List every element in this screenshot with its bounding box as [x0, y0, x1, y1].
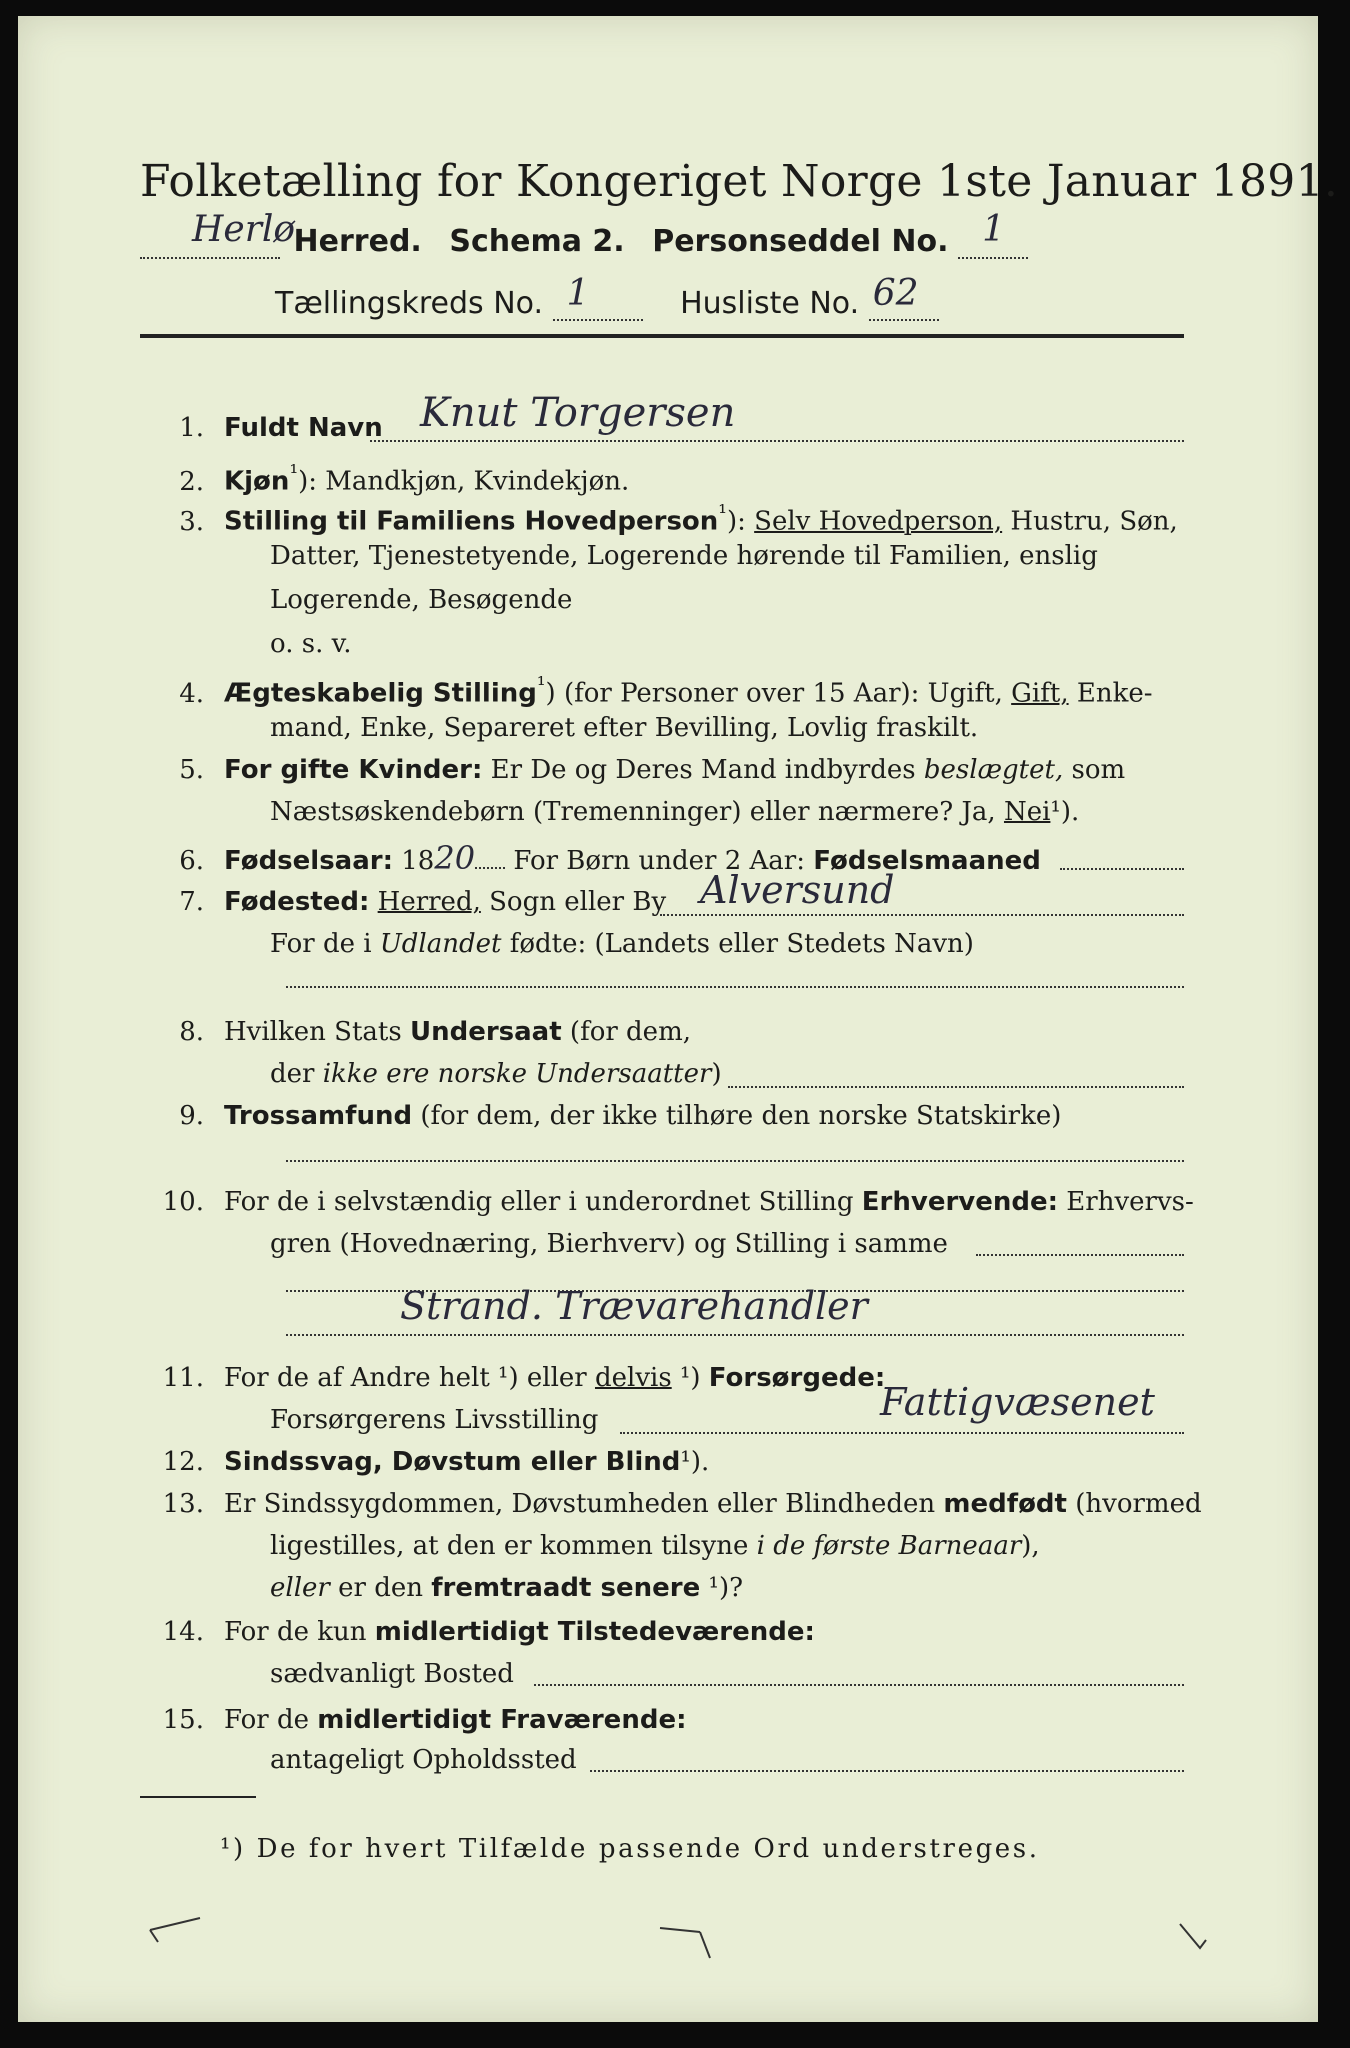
q15-text: For de [224, 1705, 318, 1735]
q13-line3-text: er den [329, 1573, 432, 1603]
q11-fill-line [620, 1432, 1184, 1434]
q8-fill-line [728, 1086, 1184, 1088]
q6-year-value: 20 [434, 839, 476, 877]
question-7 [140, 880, 666, 924]
question-5 [140, 748, 1125, 792]
q3-text: ): [726, 506, 746, 537]
q5-number: 5. [179, 755, 204, 785]
q5-after: som [1063, 755, 1126, 785]
q4-after: Enke- [1068, 678, 1153, 709]
question-14 [140, 1610, 815, 1654]
question-13 [140, 1482, 1202, 1526]
q1-value: Knut Torgersen [420, 390, 736, 436]
q12-label: Sindssvag, Døvstum eller Blind [224, 1447, 681, 1477]
q7-number: 7. [179, 887, 204, 917]
q13-line3 [270, 1566, 743, 1610]
q2-sup: ¹ [289, 461, 299, 486]
header-rule [140, 334, 1184, 338]
q13-line2-italic: i de første Barneaar [756, 1531, 1022, 1561]
q10-line2: gren (Hovednæring, Bierhverv) og Stilling i samme [270, 1229, 948, 1259]
q5-line2-text: Næstsøskendebørn (Tremenninger) eller nærmere? Ja, [270, 797, 996, 827]
q15-number: 15. [162, 1705, 204, 1735]
q5-italic: beslægtet, [923, 755, 1064, 785]
q10-number: 10. [162, 1187, 204, 1217]
q6-year-prefix: 18 [401, 846, 435, 876]
q1-label: Fuldt Navn [224, 413, 383, 443]
q12-number: 12. [162, 1447, 204, 1477]
q13-line3-end: ¹)? [700, 1573, 744, 1603]
q3-number: 3. [179, 506, 204, 537]
q14-text: For de kun [224, 1617, 375, 1647]
q13-line2 [270, 1524, 1040, 1568]
q3-sup: ¹ [718, 501, 727, 526]
question-6 [140, 836, 1041, 883]
q3-after: Hustru, Søn, [1002, 506, 1178, 537]
q5-label: For gifte Kvinder: [224, 755, 483, 785]
q10-value: Strand. Trævarehandler [400, 1284, 868, 1328]
q13-line3-italic: eller [270, 1573, 330, 1603]
q10-after: Erhvervs- [1058, 1187, 1194, 1217]
q11-line2: Forsørgerens Livsstilling [270, 1405, 599, 1435]
q5-line2 [270, 790, 1079, 834]
q10-text: For de i selvstændig eller i underordnet Stilling [224, 1187, 862, 1217]
q11-number: 11. [162, 1363, 204, 1393]
q7-text: Sogn eller By [480, 887, 667, 917]
kreds-value: 1 [566, 273, 590, 314]
q10-extra-line-2 [286, 1334, 1184, 1336]
q8-after: (for dem, [561, 1017, 691, 1047]
schema-label: Schema 2. [449, 224, 625, 259]
q14-label: midlertidigt Tilstedeværende: [374, 1617, 815, 1647]
q7-line2 [270, 922, 974, 966]
husliste-label: Husliste No. [680, 286, 860, 321]
q4-number: 4. [179, 678, 204, 709]
q8-text: Hvilken Stats [224, 1017, 410, 1047]
q11-value: Fattigvæsenet [880, 1380, 1155, 1424]
footnote: ¹) De for hvert Tilfælde passende Ord understreges. [220, 1834, 1040, 1864]
husliste-value: 62 [872, 273, 919, 314]
q11-label: Forsørgede: [708, 1363, 886, 1393]
q7-label: Fødested: [224, 887, 370, 917]
q14-line2: sædvanligt Bosted [270, 1659, 514, 1689]
q1-fill-line [370, 440, 1184, 442]
q3-line4: o. s. v. [270, 629, 352, 659]
q8-number: 8. [179, 1017, 204, 1047]
q6-fill-line [1060, 868, 1184, 870]
q8-line2-text: der [270, 1059, 323, 1089]
q2-number: 2. [179, 466, 204, 497]
q9-number: 9. [179, 1101, 204, 1131]
herred-value: Herlø [192, 209, 296, 250]
q6-number: 6. [179, 846, 204, 876]
kreds-line [275, 273, 939, 321]
q3-selected: Selv Hovedperson, [754, 506, 1003, 537]
q2-label: Kjøn [224, 466, 290, 497]
q15-line2: antageligt Opholdssted [270, 1745, 577, 1775]
question-9 [140, 1094, 1061, 1138]
question-10 [140, 1180, 1194, 1224]
q6-text: For Børn under 2 Aar: [513, 846, 805, 876]
q13-text: Er Sindssygdommen, Døvstumheden eller Blindheden [224, 1489, 944, 1519]
q6-label2: Fødselsmaaned [813, 846, 1041, 876]
q15-label: midlertidigt Fraværende: [317, 1705, 687, 1735]
q13-after: (hvormed [1066, 1489, 1202, 1519]
q4-label: Ægteskabelig Stilling [224, 678, 537, 709]
q4-sup: ¹ [536, 673, 546, 698]
q8-line2-end: ) [711, 1059, 722, 1089]
q6-label: Fødselsaar: [224, 846, 393, 876]
question-8 [140, 1010, 691, 1054]
q5-selected: Nei [1003, 797, 1051, 827]
q4-text: ) (for Personer over 15 Aar): Ugift, [545, 678, 1003, 709]
q5-line2-end: ¹). [1050, 797, 1080, 827]
q3-label: Stilling til Familiens Hovedperson [224, 506, 719, 537]
footnote-rule [140, 1796, 256, 1798]
personseddel-value: 1 [982, 209, 1005, 250]
q11-after: ¹) [671, 1363, 709, 1393]
pencil-marks [140, 1900, 1240, 1980]
q15-fill-line [590, 1770, 1184, 1772]
q3-line3: Logerende, Besøgende [270, 585, 573, 615]
kreds-label: Tællingskreds No. [275, 286, 543, 321]
q11-selected: delvis [594, 1363, 672, 1393]
q7-line2-italic: Udlandet [379, 929, 502, 959]
personseddel-label: Personseddel No. [652, 224, 949, 259]
question-1 [140, 406, 383, 450]
q8-line2-italic: ikke ere norske Undersaatter [322, 1059, 712, 1089]
q7-fill-line [660, 914, 1184, 916]
q4-selected: Gift, [1011, 678, 1069, 709]
q7-line2-text: For de i [270, 929, 380, 959]
q7-line2-end: fødte: (Landets eller Stedets Navn) [501, 929, 974, 959]
q13-line3-bold: fremtraadt senere [431, 1573, 701, 1603]
q1-number: 1. [179, 413, 204, 443]
q3-line2: Datter, Tjenestetyende, Logerende hørende til Familien, enslig [270, 541, 1098, 571]
q7-extra-line [286, 986, 1184, 988]
q2-text: ): Mandkjøn, Kvindekjøn. [298, 466, 630, 497]
q9-label: Trossamfund [224, 1101, 413, 1131]
q14-fill-line [534, 1684, 1184, 1686]
herred-line [140, 209, 1028, 259]
q13-line2-text: ligestilles, at den er kommen tilsyne [270, 1531, 757, 1561]
q7-selected: Herred, [377, 887, 481, 917]
question-12 [140, 1440, 709, 1484]
herred-label: Herred. [293, 224, 422, 259]
q11-text: For de af Andre helt ¹) eller [224, 1363, 595, 1393]
q8-label: Undersaat [409, 1017, 562, 1047]
q5-text: Er De og Deres Mand indbyrdes [482, 755, 916, 785]
q8-line2 [270, 1052, 722, 1096]
q9-text: (for dem, der ikke tilhøre den norske Statskirke) [412, 1101, 1062, 1131]
q13-label: medfødt [943, 1489, 1067, 1519]
q10-fill-line [976, 1254, 1184, 1256]
q13-line2-end: ), [1021, 1531, 1040, 1561]
q13-number: 13. [162, 1489, 204, 1519]
q12-text: ¹). [680, 1447, 710, 1477]
q10-label: Erhvervende: [861, 1187, 1059, 1217]
q4-line2: mand, Enke, Separeret efter Bevilling, Lovlig fraskilt. [270, 713, 979, 743]
question-11 [140, 1356, 885, 1400]
form-title: Folketælling for Kongeriget Norge 1ste Januar 1891. [140, 156, 1339, 207]
q9-fill-line [286, 1160, 1184, 1162]
q14-number: 14. [162, 1617, 204, 1647]
q7-value: Alversund [700, 868, 895, 912]
question-15 [140, 1698, 686, 1742]
